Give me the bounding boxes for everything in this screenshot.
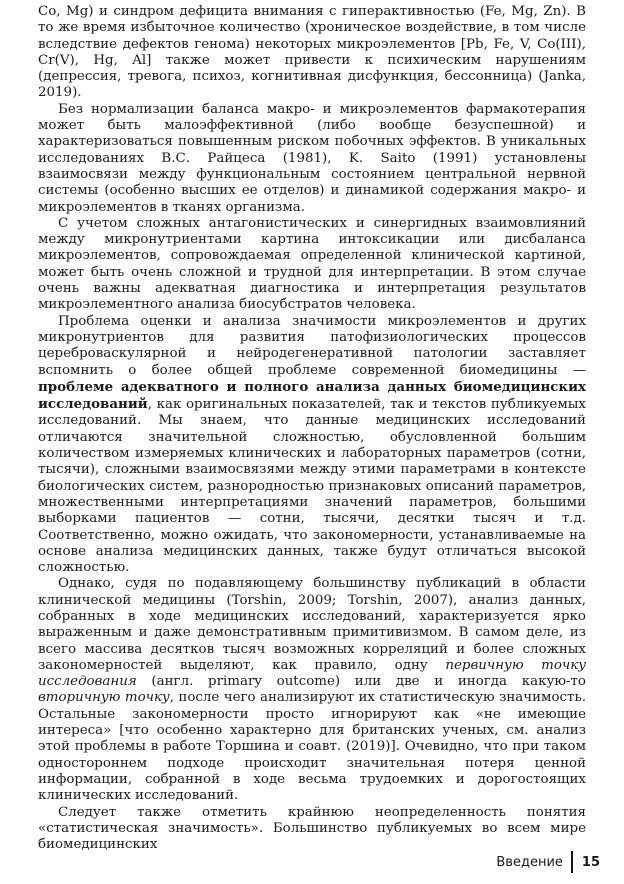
- paragraph-4: [38, 314, 586, 577]
- paragraph-1: Co, Mg) и синдром дефицита внимания с гиперактивностью (Fe, Mg, Zn). В то же время избыточное количество (хроническое воздействие, в том числе вследствие дефектов генома) некоторых микроэлементов [Pb, Fe, V, Co(III), Cr(V), Hg, Al] также может привести к психическим нарушениям (депрессия, тревога, психоз, когнитивная дисфункция, бессонница) (Janka, 2019).: [38, 4, 586, 101]
- bold-emphasis: проблеме адекватного и полного анализа данных биомедицинских исследований: [38, 378, 586, 413]
- paragraph-4-end: , как оригинальных показателей, так и текстов публикуемых исследований. Мы знаем, что данные медицинских исследований отличаются значительной сложностью, обусловленной большим количеством измеряемых клинических и лабораторных параметров (сотни, тысячи), сложными взаимосвязями между этими параметрами в контексте биологических систем, разнородностью признаковых описаний параметров, множественными интерпретациями значений параметров, большими выборками пациентов — сотни, тысячи, десятки тысяч и т.д. Соответственно, можно ожидать, что закономерности, устанавливаемые на основе анализа медицинских данных, также будут отличаться высокой сложностью.: [38, 397, 586, 576]
- paragraph-5-end: , после чего анализируют их статистическую значимость. Остальные закономерности просто игнорируют как «не имеющие интереса» [что особенно характерно для британских ученых, см. анализ этой проблемы в работе Торшина и соавт. (2019)]. Очевидно, что при таком одностороннем подходе происходит значительная потеря ценной информации, собранной в ходе весьма трудоемких и дорогостоящих клинических исследований.: [38, 690, 586, 804]
- italic-secondary-point: вторичную точку: [38, 690, 170, 706]
- paragraph-4-start: Проблема оценки и анализа значимости микроэлементов и других микронутриентов для развития патофизиологических процессов цереброваскулярной и нейродегенеративной патологии заставляет вспомнить о более общей проблеме современной биомедицины —: [38, 313, 586, 378]
- page-body: [38, 4, 586, 853]
- paragraph-3: С учетом сложных антагонистических и синергидных взаимовлияний между микронутриентами картина интоксикации или дисбаланса микроэлементов, сопровождаемая определенной клинической картиной, может быть очень сложной и трудной для интерпретации. В этом случае очень важны адекватная диагностика и интерпретация результатов микроэлементного анализа биосубстратов человека.: [38, 215, 586, 313]
- page-footer: [496, 851, 600, 873]
- footer-divider: [571, 851, 573, 873]
- italic-primary-point: первичную точку исследования: [38, 657, 587, 690]
- paragraph-5-mid: (англ. primary outcome) или две и иногда какую-то: [136, 674, 586, 690]
- paragraph-5: [38, 576, 586, 804]
- section-title: Введение: [496, 854, 563, 870]
- paragraph-6: Следует также отметить крайнюю неопределенность понятия «статистическая значимость». Большинство публикуемых во всем мире биомедицинских: [38, 804, 586, 853]
- paragraph-2: Без нормализации баланса макро- и микроэлементов фармакотерапия может быть малоэффективной (либо вообще безуспешной) и характеризоваться повышенным риском побочных эффектов. В уникальных исследованиях В.С. Райцеса (1981), K. Saito (1991) установлены взаимосвязи между функциональным состоянием центральной нервной системы (особенно высших ее отделов) и динамикой содержания макро- и микроэлементов в тканях организма.: [38, 101, 586, 215]
- paragraph-5-start: Однако, судя по подавляющему большинству публикаций в области клинической медицины (Torshin, 2009; Torshin, 2007), анализ данных, собранных в ходе медицинских исследований, характеризуется ярко выраженным и даже демонстративным примитивизмом. В самом деле, из всего массива десятков тысяч возможных корреляций и более сложных закономерностей выделяют, как правило, одну: [38, 576, 586, 673]
- page-number: 15: [581, 854, 600, 870]
